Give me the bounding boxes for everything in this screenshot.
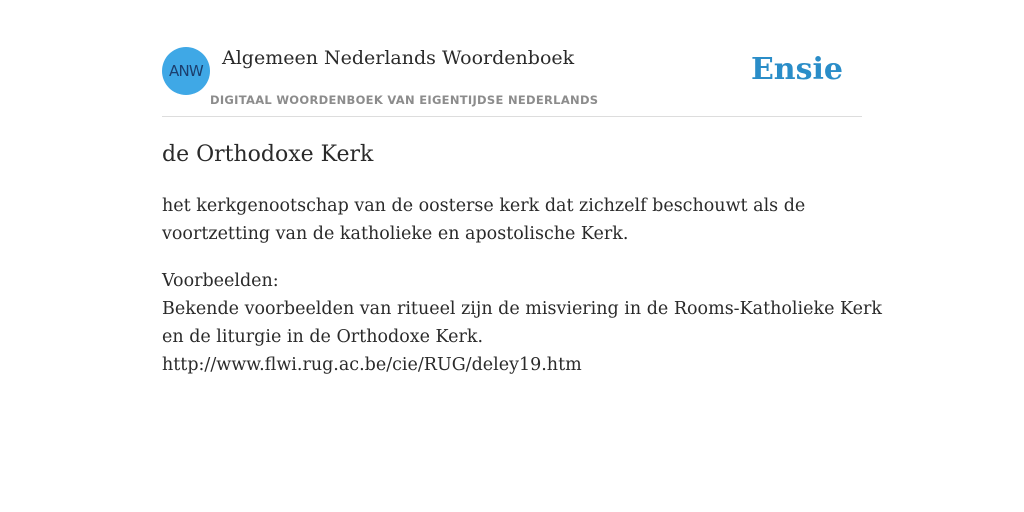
ensie-logo-link[interactable]: Ensie [750,52,843,87]
site-title[interactable]: Algemeen Nederlands Woordenboek [222,47,575,69]
site-header [162,46,862,117]
entry-examples [162,267,882,379]
example-line: Bekende voorbeelden van ritueel zijn de misviering in de Rooms-Katholieke Kerk [162,299,882,319]
entry-definition [162,192,862,248]
definition-line: het kerkgenootschap van de oosterse kerk dat zichzelf beschouwt als de [162,196,806,216]
site-subtitle: DIGITAAL WOORDENBOEK VAN EIGENTIJDSE NEDERLANDS [210,93,599,107]
example-line: en de liturgie in de Orthodoxe Kerk. [162,327,484,347]
source-link[interactable]: http://www.flwi.rug.ac.be/cie/RUG/deley19.htm [162,355,582,375]
anw-logo[interactable] [162,47,210,95]
definition-line: voortzetting van de katholieke en apostolische Kerk. [162,224,629,244]
entry-term: de Orthodoxe Kerk [162,142,374,167]
logo-text: ANW [169,62,203,80]
examples-label: Voorbeelden: [162,271,279,291]
